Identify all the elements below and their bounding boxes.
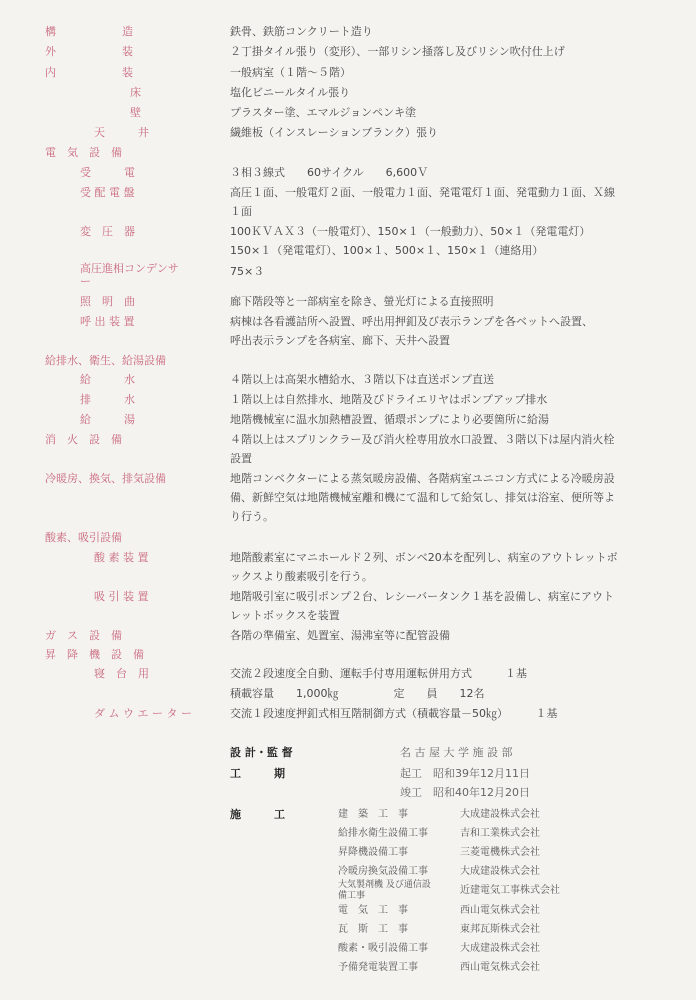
label-structure: 構 造 <box>45 25 133 38</box>
value-suction-device-1: 地階吸引室に吸引ポンプ２台、レシーバータンク１基を設備し、病室にアウト <box>230 590 614 603</box>
label-plumbing: 給排水、衛生、給湯設備 <box>45 354 166 367</box>
value-interior: 一般病室（１階～５階） <box>230 66 351 79</box>
contractor-company: 大成建設株式会社 <box>460 866 540 877</box>
label-gas: ガ ス 設 備 <box>45 629 122 642</box>
value-transformer-2: 150×１（発電電灯）、100×１、500×１、150×１（連絡用） <box>230 244 544 257</box>
value-call-system-2: 呼出表示ランプを各病室、廊下、天井へ設置 <box>230 334 450 347</box>
label-design-supervision: 設 計・監 督 <box>230 746 293 759</box>
contractor-work: 酸素・吸引設備工事 <box>338 943 428 954</box>
label-floor: 床 <box>130 86 141 99</box>
value-structure: 鉄骨、鉄筋コンクリート造り <box>230 25 373 38</box>
contractor-work: 予備発電装置工事 <box>338 962 418 973</box>
label-fire: 消 火 設 備 <box>45 433 122 446</box>
value-ceiling: 繊維板（インスレーションブランク）張り <box>230 126 439 139</box>
contractor-work: 瓦 斯 工 事 <box>338 924 408 935</box>
value-hot-water: 地階機械室に温水加熱槽設置、循環ポンプにより必要箇所に給湯 <box>230 413 549 426</box>
contractor-company: 三菱電機株式会社 <box>460 847 540 858</box>
value-wall: プラスター塗、エマルジョンペンキ塗 <box>230 106 417 119</box>
value-oxygen-device-2: ックスより酸素吸引を行う。 <box>230 570 373 583</box>
value-drainage: １階以上は自然排水、地階及びドライエリヤはポンプアップ排水 <box>230 393 548 406</box>
contractor-work: 冷暖房換気設備工事 <box>338 866 428 877</box>
value-hvac-3: り行う。 <box>230 510 274 523</box>
value-floor: 塩化ビニールタイル張り <box>230 86 351 99</box>
label-hot-water: 給 湯 <box>80 413 135 426</box>
contractor-company: 吉和工業株式会社 <box>460 828 540 839</box>
label-hvac: 冷暖房、換気、排気設備 <box>45 472 166 485</box>
contractor-company: 大成建設株式会社 <box>460 809 540 820</box>
value-design-supervision: 名 古 屋 大 学 施 設 部 <box>400 746 513 759</box>
label-switchboard: 受 配 電 盤 <box>80 186 135 199</box>
value-start-date: 起工 昭和39年12月11日 <box>400 767 530 780</box>
value-fire-2: 設置 <box>230 452 252 465</box>
value-completion-date: 竣工 昭和40年12月20日 <box>400 786 530 799</box>
label-bed-elevator: 寝 台 用 <box>94 667 149 680</box>
contractor-company: 近建電気工事株式会社 <box>460 885 560 896</box>
label-drainage: 排 水 <box>80 393 135 406</box>
contractor-work: 給排水衛生設備工事 <box>338 828 428 839</box>
value-condenser: 75×３ <box>230 265 265 278</box>
contractor-company: 西山電気株式会社 <box>460 905 540 916</box>
label-lighting: 照 明 曲 <box>80 295 135 308</box>
label-suction-device: 吸 引 装 置 <box>94 590 149 603</box>
value-switchboard-1: 高圧１面、一般電灯２面、一般電力１面、発電電灯１面、発電動力１面、Ｘ線 <box>230 186 615 199</box>
label-interior: 内 装 <box>45 66 133 79</box>
contractor-work: 大気製剤機 及び通信設備工事 <box>338 880 431 901</box>
value-fire-1: ４階以上はスプリンクラー及び消火栓専用放水口設置、３階以下は屋内消火栓 <box>230 433 615 446</box>
value-bed-elevator-2: 積載容量 1,000㎏ 定 員 12名 <box>230 687 485 700</box>
label-electrical: 電 気 設 備 <box>45 146 122 159</box>
value-gas: 各階の準備室、処置室、湯沸室等に配管設備 <box>230 629 450 642</box>
label-transformer: 変 圧 器 <box>80 225 135 238</box>
contractor-company: 大成建設株式会社 <box>460 943 540 954</box>
value-exterior: ２丁掛タイル張り（変形）、一部リシン掻落し及びリシン吹付仕上げ <box>230 45 565 58</box>
label-contractors: 施 工 <box>230 808 285 821</box>
value-hvac-1: 地階コンベクターによる蒸気暖房設備、各階病室ユニコン方式による冷暖房設 <box>230 472 615 485</box>
label-dumbwaiter: ダ ム ウ エ ー タ ー <box>94 707 192 720</box>
label-construction-period: 工 期 <box>230 767 285 780</box>
label-wall: 壁 <box>130 106 141 119</box>
contractor-company: 東邦瓦斯株式会社 <box>460 924 540 935</box>
value-bed-elevator-1: 交流２段速度全自動、運転手付専用運転併用方式 １基 <box>230 667 527 680</box>
value-lighting: 廊下階段等と一部病室を除き、螢光灯による直接照明 <box>230 295 494 308</box>
value-power-receiving: ３相３線式 60サイクル 6,600Ｖ <box>230 166 429 179</box>
label-exterior: 外 装 <box>45 45 133 58</box>
value-hvac-2: 備、新鮮空気は地階機械室離和機にて温和して給気し、排気は浴室、便所等よ <box>230 491 615 504</box>
label-elevator: 昇 降 機 設 備 <box>45 648 144 661</box>
value-suction-device-2: レットボックスを装置 <box>230 609 340 622</box>
label-power-receiving: 受 電 <box>80 166 135 179</box>
label-call-system: 呼 出 装 置 <box>80 315 135 328</box>
label-water-supply: 給 水 <box>80 373 135 386</box>
label-oxygen-suction: 酸素、吸引設備 <box>45 531 122 544</box>
value-dumbwaiter: 交流１段速度押釦式相互階制御方式（積載容量－50㎏） １基 <box>230 707 558 720</box>
contractor-work: 建 築 工 事 <box>338 809 408 820</box>
value-transformer-1: 100ＫＶＡＸ３（一般電灯）、150×１（一般動力）、50×１（発電電灯） <box>230 225 591 238</box>
value-switchboard-2: １面 <box>230 205 252 218</box>
label-ceiling: 天 井 <box>94 126 149 139</box>
contractor-company: 西山電気株式会社 <box>460 962 540 973</box>
label-oxygen-device: 酸 素 装 置 <box>94 551 149 564</box>
value-oxygen-device-1: 地階酸素室にマニホールド２列、ボンベ20本を配列し、病室のアウトレットボ <box>230 551 618 564</box>
contractor-work: 昇降機設備工事 <box>338 847 408 858</box>
contractor-work: 電 気 工 事 <box>338 905 408 916</box>
value-water-supply: ４階以上は高架水槽給水、３階以下は直送ポンプ直送 <box>230 373 494 386</box>
value-call-system-1: 病棟は各看護詰所へ設置、呼出用押釦及び表示ランプを各ベットへ設置、 <box>230 315 593 328</box>
label-condenser: 高圧進相コンデンサー <box>80 262 179 288</box>
